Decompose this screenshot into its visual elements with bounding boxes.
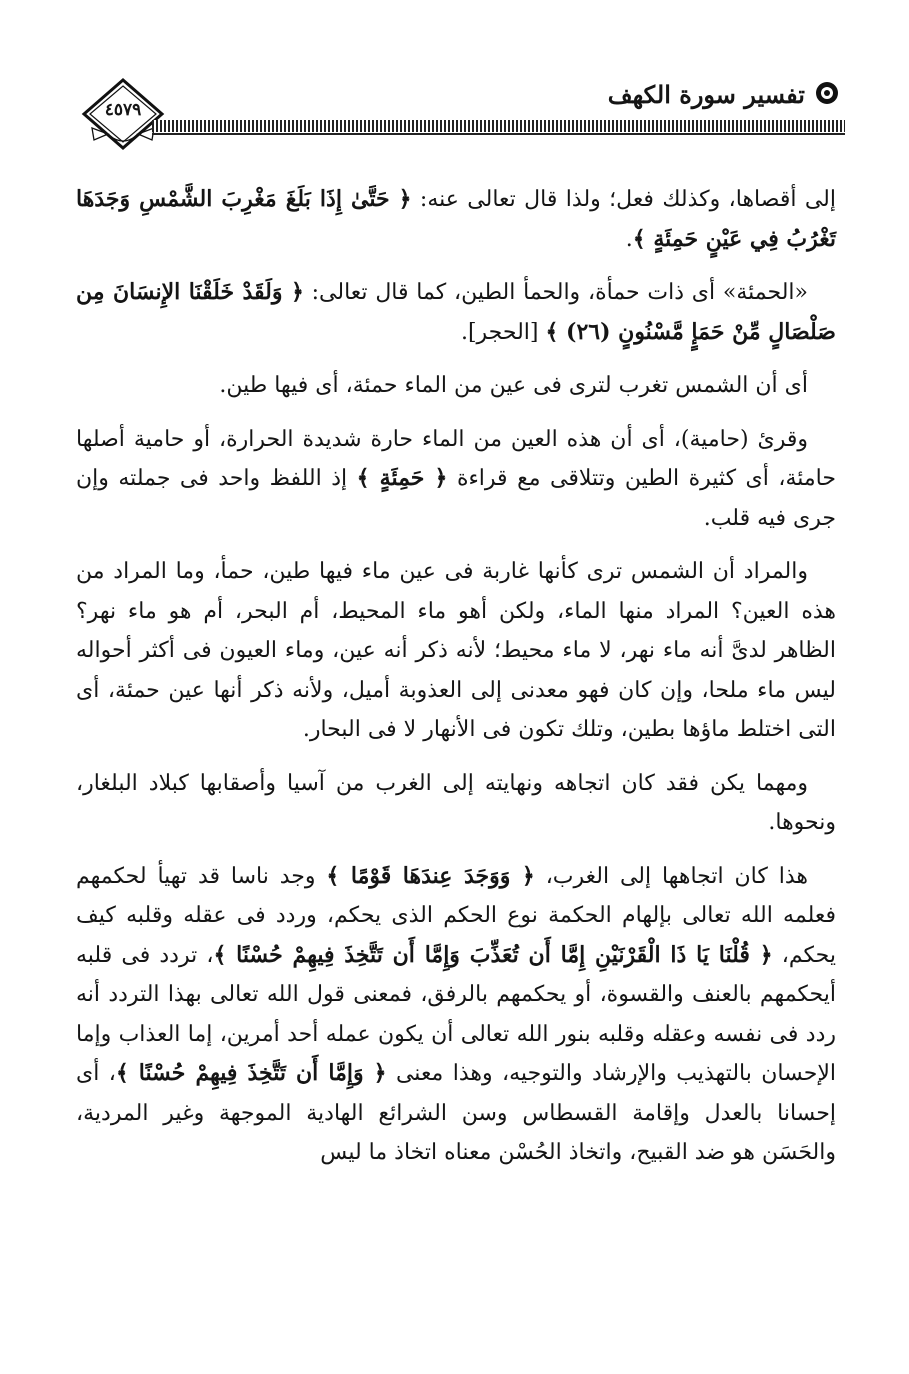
paragraph xyxy=(76,366,836,406)
quran-verse: ﴿ حَتَّىٰ إِذَا بَلَغَ مَغْرِبَ الشَّمْسِ وَجَدَهَا تَغْرُبُ فِي عَيْنٍ حَمِئَةٍ ﴾ xyxy=(76,186,836,252)
paragraph xyxy=(76,552,836,750)
paragraph-text: والمراد أن الشمس ترى كأنها غاربة فى عين ماء فيها طين، حمأ، وما المراد من هذه العين؟ المراد منها الماء، ولكن أهو ماء المحيط، أم البحر، أم هو ماء نهر؟ الظاهر لدىَّ أنه ماء نهر، لا ماء محيط؛ لأنه ذكر أنه عين، وماء العيون فى أكثر أحواله ليس ماء ملحا، وإن كان فهو معدنى إلى العذوبة أميل، ولأنه ذكر أنها عين حمئة، أى التى اختلط ماؤها بطين، وتلك تكون فى الأنهار لا فى البحار. xyxy=(76,559,836,742)
quran-verse: ﴿ وَوَجَدَ عِندَهَا قَوْمًا ﴾ xyxy=(326,862,535,889)
header-rule xyxy=(152,120,845,132)
paragraph xyxy=(76,857,836,1173)
page-header xyxy=(70,70,845,170)
page-body xyxy=(76,180,836,1187)
paragraph xyxy=(76,180,836,259)
paragraph xyxy=(76,420,836,539)
paragraph-text: ، تردد فى قلبه أيحكمهم بالعنف والقسوة، أو يحكمهم بالرفق، فمعنى قول الله تعالى بهذا التردد أنه ردد فى نفسه وعقله وقلبه بنور الله تعالى أن يكون عمله أحد أمرين، إما العذاب وإما الإحسان بالتهذيب والإرشاد والتوجيه، وهذا معنى xyxy=(76,942,836,1086)
paragraph-text: وجد ناسا قد تهيأ لحكمهم فعلمه الله تعالى بإلهام الحكمة نوع الحكم الذى يحكم، وردد فى عقله وقلبه كيف يحكم، xyxy=(76,863,836,968)
paragraph-text: أى أن الشمس تغرب لترى فى عين من الماء حمئة، أى فيها طين. xyxy=(219,373,808,398)
quran-verse: ﴿ وَلَقَدْ خَلَقْنَا الإِنسَانَ مِن صَلْصَالٍ مِّنْ حَمَإٍ مَّسْنُونٍ (٢٦) ﴾ xyxy=(76,279,836,345)
quran-verse: ﴿ قُلْنَا يَا ذَا الْقَرْنَيْنِ إِمَّا أَن تُعَذِّبَ وَإِمَّا أَن تَتَّخِذَ فِيهِمْ حُسْنًا ﴾ xyxy=(213,941,773,968)
ornament-icon xyxy=(813,80,841,106)
paragraph-text: ، أى إحسانا بالعدل وإقامة القسطاس وسن الشرائع الهادية الموجهة وغير المردية، والحَسَن هو ضد القبيح، واتخاذ الحُسْن معناه اتخاذ ما ليس xyxy=(76,1061,836,1165)
quran-verse: ﴿ وَإِمَّا أَن تَتَّخِذَ فِيهِمْ حُسْنًا ﴾ xyxy=(115,1060,387,1086)
paragraph xyxy=(76,764,836,843)
paragraph-text: . xyxy=(625,226,633,252)
paragraph-text: «الحمئة» أى ذات حمأة، والحمأ الطين، كما قال تعالى: xyxy=(303,280,809,305)
paragraph-text: [الحجر]. xyxy=(460,319,546,345)
paragraph-text: هذا كان اتجاهها إلى الغرب، xyxy=(534,863,808,889)
paragraph-text: وقرئ (حامية)، أى أن هذه العين من الماء حارة شديدة الحرارة، أو حامية أصلها حامئة، أى كثيرة الطين وتتلاقى مع قراءة xyxy=(76,426,836,491)
paragraph-text: إلى أقصاها، وكذلك فعل؛ ولذا قال تعالى عنه: xyxy=(411,187,837,212)
header-rule-line xyxy=(152,133,845,135)
paragraph-text: ومهما يكن فقد كان اتجاهه ونهايته إلى الغرب من آسيا وأصقابها كبلاد البلغار، ونحوها. xyxy=(76,770,836,835)
paragraph xyxy=(76,273,836,352)
quran-verse: ﴿ حَمِئَةٍ ﴾ xyxy=(356,465,448,491)
page-number: ٤٥٧٩ xyxy=(104,100,142,120)
surah-title: تفسير سورة الكهف xyxy=(607,80,805,109)
paragraph-text: إذ اللفظ واحد فى جملته وإن جرى فيه قلب. xyxy=(76,466,836,531)
